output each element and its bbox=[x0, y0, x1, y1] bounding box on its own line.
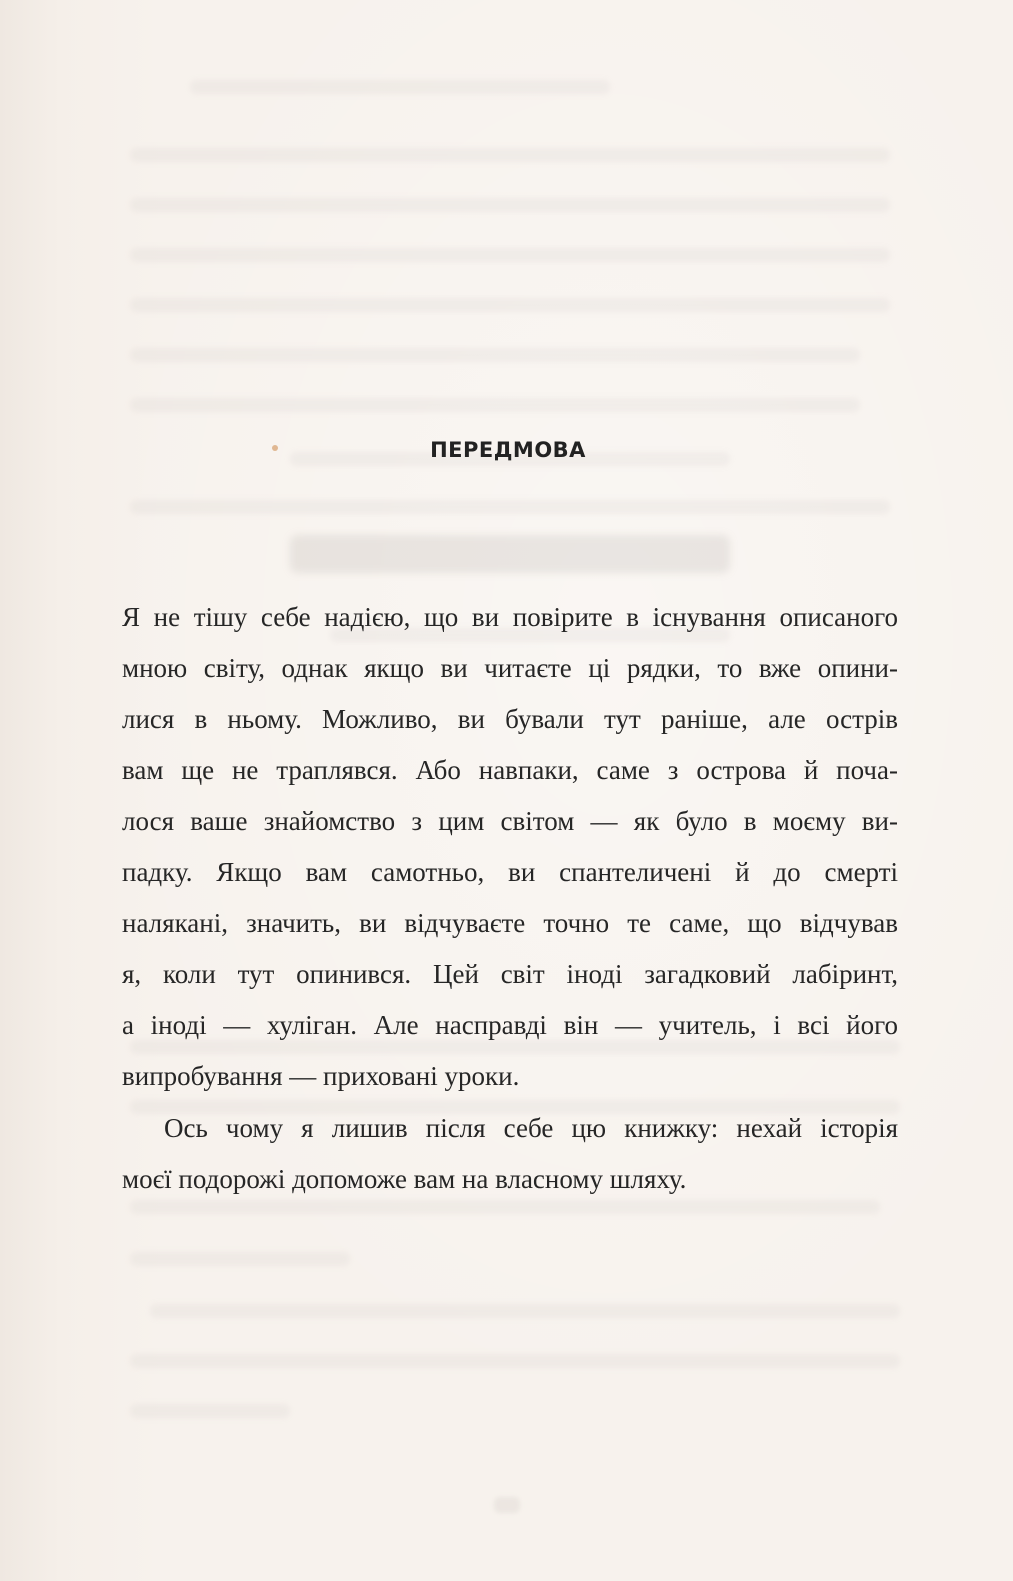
text-line: налякані, значить, ви відчуваєте точно те саме, що відчував bbox=[122, 908, 898, 938]
paragraph-1 bbox=[122, 592, 898, 1102]
bleed-line bbox=[130, 348, 860, 362]
bleed-line bbox=[130, 148, 890, 162]
bleed-line bbox=[130, 398, 860, 412]
bleed-line bbox=[130, 1354, 900, 1368]
text-line: мною світу, однак якщо ви читаєте ці рядки, то вже опини- bbox=[122, 653, 898, 683]
text-line: моєї подорожі допоможе вам на власному шляху. bbox=[122, 1164, 687, 1194]
text-line: вам ще не траплявся. Або навпаки, саме з острова й поча- bbox=[122, 755, 898, 785]
paragraph-2 bbox=[122, 1103, 898, 1205]
text-line: лося ваше знайомство з цим світом — як було в моєму ви- bbox=[122, 806, 898, 836]
body-text bbox=[122, 592, 898, 1205]
text-line: Ось чому я лишив після себе цю книжку: нехай історія bbox=[164, 1113, 898, 1143]
bleed-line bbox=[130, 248, 890, 262]
bleed-line bbox=[190, 80, 610, 94]
text-line: Я не тішу себе надією, що ви повірите в існування описаного bbox=[122, 602, 898, 632]
text-line: я, коли тут опинився. Цей світ іноді загадковий лабіринт, bbox=[122, 959, 898, 989]
bleed-line bbox=[130, 198, 890, 212]
text-line: лися в ньому. Можливо, ви бували тут раніше, але острів bbox=[122, 704, 898, 734]
bleed-page-number bbox=[494, 1497, 520, 1513]
bleed-line bbox=[130, 500, 890, 514]
bleed-line bbox=[130, 298, 890, 312]
bleed-line bbox=[130, 1404, 290, 1418]
chapter-heading: ПЕРЕДМОВА bbox=[430, 438, 586, 462]
bleed-chapter-title bbox=[290, 535, 730, 573]
text-line: а іноді — хуліган. Але насправді він — учитель, і всі його bbox=[122, 1010, 898, 1040]
text-line: падку. Якщо вам самотньо, ви спантеличені й до смерті bbox=[122, 857, 898, 887]
bleed-line bbox=[150, 1304, 900, 1318]
text-line: випробування — приховані уроки. bbox=[122, 1061, 520, 1091]
bleed-line bbox=[130, 1252, 350, 1266]
